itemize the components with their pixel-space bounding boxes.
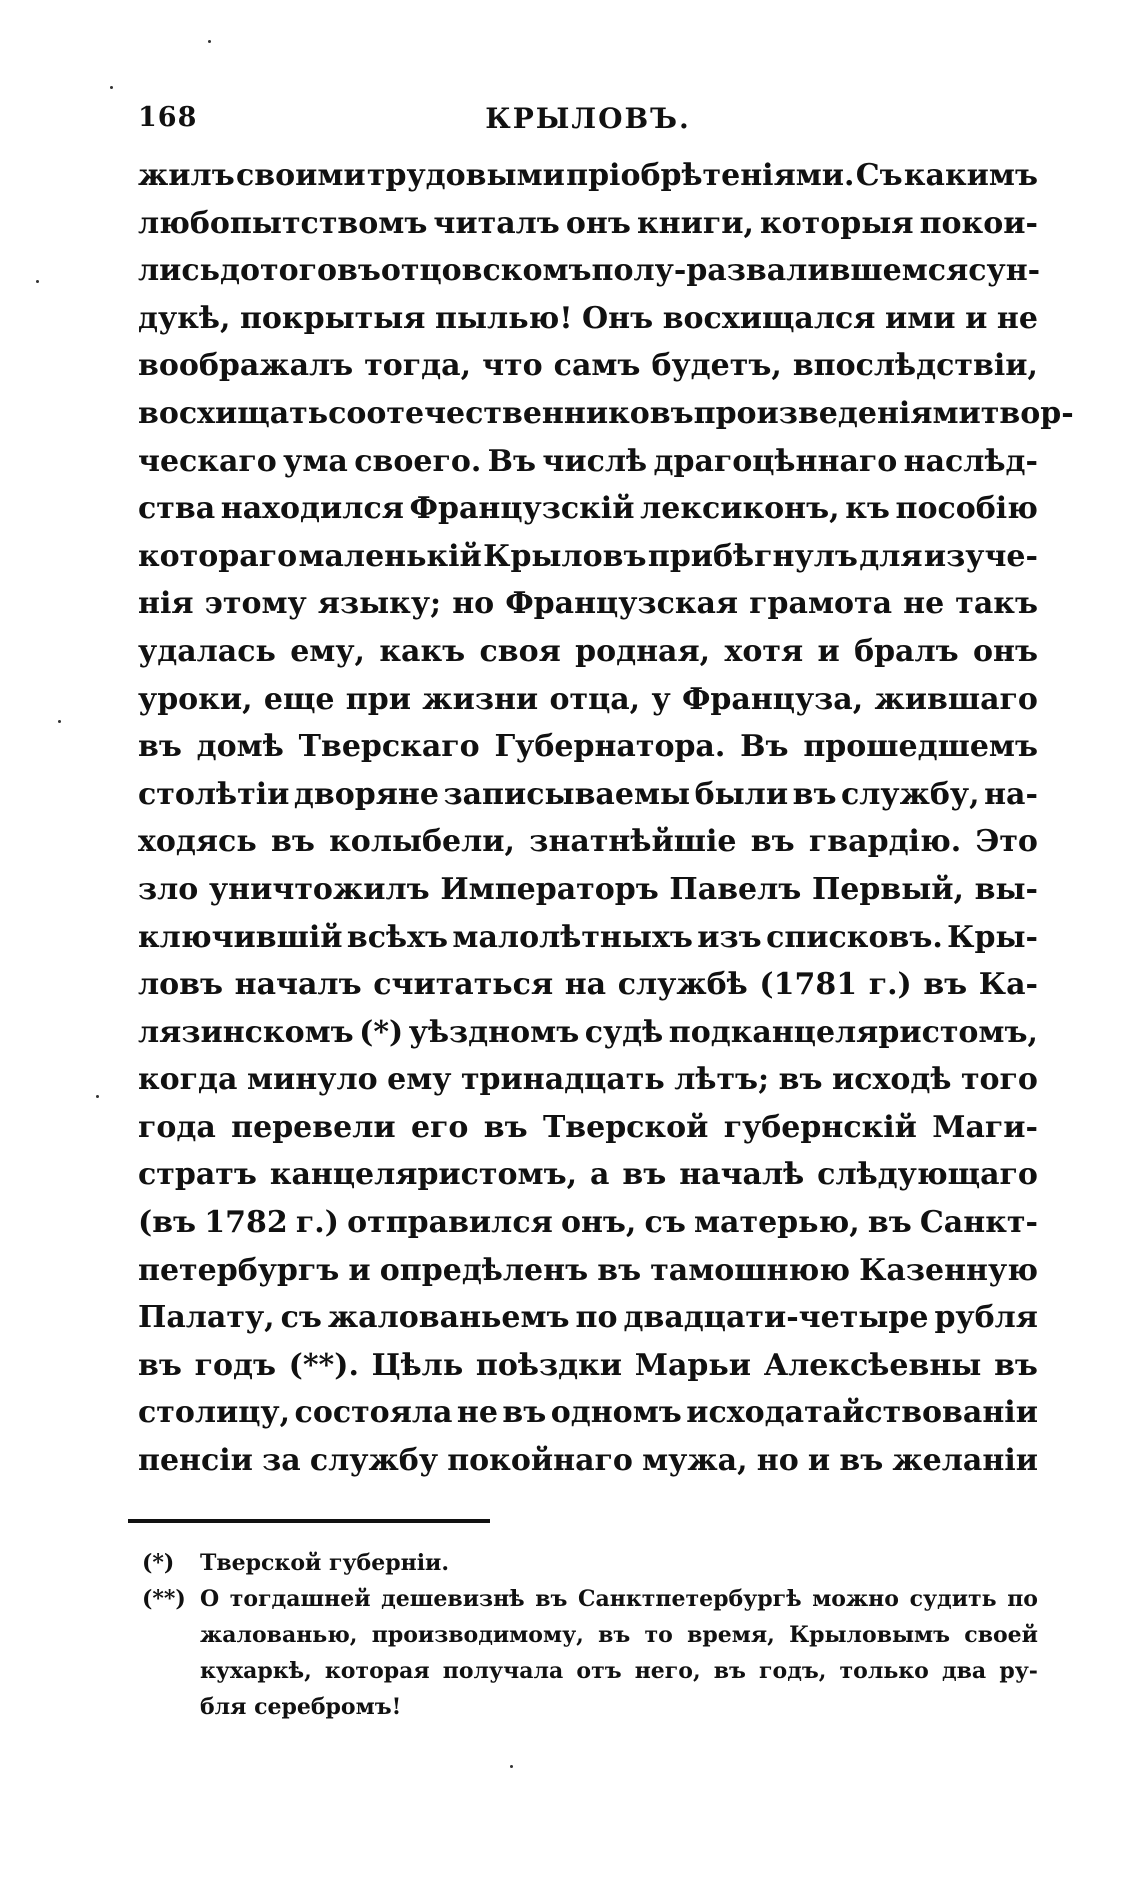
text-line: котораго маленькій Крыловъ прибѣгнулъ для изуче- [138,538,1038,574]
text-line: восхищать соотечественниковъ произведеніями твор- [138,395,1074,431]
text-line: ключившій всѣхъ малолѣтныхъ изъ списковъ. Кры- [138,919,1038,955]
footnote-mark: (**) [142,1586,186,1612]
footnote-line: Тверской губерніи. [200,1550,450,1576]
footnote [142,1581,1038,1617]
scan-speck [58,720,61,723]
text-line: жилъ своими трудовыми пріобрѣтеніями. Съ какимъ [138,158,1038,193]
footnote-line: бля серебромъ! [200,1694,402,1720]
footnote [142,1545,1038,1581]
footnote-line: жалованью, производимому, въ то время, Крыловымъ своей [200,1622,1038,1648]
text-line: стратъ канцеляристомъ, а въ началѣ слѣдующаго [138,1157,1038,1193]
footnote-line: кухаркѣ, которая получала отъ него, въ годъ, только два ру- [200,1658,1038,1684]
text-line: ческаго ума своего. Въ числѣ драгоцѣннаго наслѣд- [138,443,1038,479]
text-line: удалась ему, какъ своя родная, хотя и бралъ онъ [138,633,1038,669]
scan-speck [96,1095,99,1098]
text-line: дукѣ, покрытыя пылью! Онъ восхищался ими и не [138,300,1038,336]
text-line: пенсіи за службу покойнаго мужа, но и въ желаніи [138,1443,1038,1479]
text-line: зло уничтожилъ Императоръ Павелъ Первый, вы- [138,871,1038,907]
text-line: нія этому языку; но Французская грамота не такъ [138,586,1038,622]
text-line: ства находился Французскій лексиконъ, къ пособію [138,491,1038,527]
text-line: воображалъ тогда, что самъ будетъ, впослѣдствіи, [138,348,1038,384]
text-line: столѣтіи дворяне записываемы были въ службу, на- [138,776,1038,812]
page-header [138,102,1038,142]
body-text [138,152,1074,1485]
scan-speck [510,1765,513,1768]
scan-speck [36,280,39,283]
text-line: (въ 1782 г.) отправился онъ, съ матерью, въ Санкт- [138,1205,1038,1241]
text-line: въ домѣ Тверскаго Губернатора. Въ прошедшемъ [138,729,1038,765]
running-title: КРЫЛОВЪ. [485,102,691,135]
footnotes [142,1545,1038,1725]
text-line: Палату, съ жалованьемъ по двадцати-четыре рубля [138,1300,1038,1336]
text-line: ходясь въ колыбели, знатнѣйшіе въ гвардію. Это [138,824,1038,860]
footnote-line: О тогдашней дешевизнѣ въ Санктпетербургѣ можно судить по [200,1586,1038,1612]
page-number: 168 [138,102,198,133]
text-line: въ годъ (**). Цѣль поѣздки Марьи Алексѣевны въ [138,1347,1038,1383]
text-line: петербургъ и опредѣленъ въ тамошнюю Казенную [138,1252,1038,1288]
text-line: любопытствомъ читалъ онъ книги, которыя покои- [138,205,1038,241]
text-line: лязинскомъ (*) уѣздномъ судѣ подканцеляристомъ, [138,1014,1038,1050]
scan-speck [208,40,211,43]
text-line: ловъ началъ считаться на службѣ (1781 г.) въ Ка- [138,967,1038,1003]
text-line: лись до того въ отцовскомъ полу-развалившемся сун- [138,253,1041,289]
scan-speck [110,86,113,89]
text-line: когда минуло ему тринадцать лѣтъ; въ исходѣ того [138,1062,1038,1098]
text-line: уроки, еще при жизни отца, у Француза, жившаго [138,681,1038,717]
text-line: года перевели его въ Тверской губернскій Маги- [138,1109,1038,1145]
footnote-mark: (*) [142,1550,175,1576]
footnote-divider [128,1519,490,1523]
text-line: столицу, состояла не въ одномъ исходатайствованіи [138,1395,1038,1431]
